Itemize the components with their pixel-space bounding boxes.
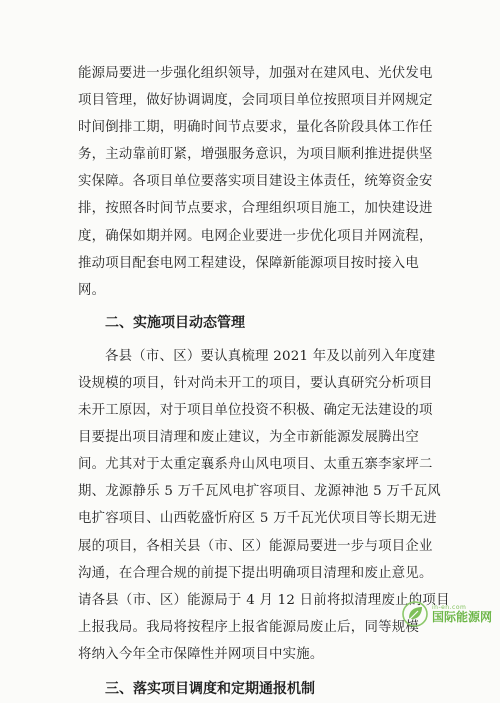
text-line: 网。 [78,282,106,298]
watermark-domain: in-en.com [431,604,467,611]
text-line: 能源局要进一步强化组织领导，加强对在建风电、光伏发电 [78,66,433,81]
text-line: 时间倒排工期，明确时间节点要求，量化各阶段具体工作任 [78,120,433,136]
text-line: 项目管理，做好协调调度，会同项目单位按照项目并网规定 [78,93,433,109]
text-line: 沟通，在合理合规的前提下提出明确项目清理和废止意见。 [78,565,433,581]
text-line: 请各县（市、区）能源局于 4 月 12 日前将拟清理废止的项目 [78,592,450,608]
text-line: 度，确保如期并网。电网企业要进一步优化项目并网流程， [78,228,433,244]
text-line: 各县（市、区）要认真梳理 2021 年及以前列入年度建 [105,348,436,364]
section-heading-3: 三、落实项目调度和定期通报机制 [105,680,315,697]
section-heading-2: 二、实施项目动态管理 [105,314,245,331]
text-line: 间。尤其对于太重定襄系舟山风电项目、太重五寨李家坪二 [78,457,433,473]
watermark-name: 国际能源网 [431,610,492,624]
text-line: 实保障。各项目单位要落实项目建设主体责任，统筹资金安 [78,174,433,190]
paragraph-1 [78,60,440,304]
watermark-logo [401,600,492,628]
text-line: 务，主动靠前盯紧，增强服务意识，为项目顺利推进提供坚 [78,147,433,163]
watermark-text [432,605,492,623]
text-line: 期、龙源静乐 5 万千瓦风电扩容项目、龙源神池 5 万千瓦风 [78,484,441,500]
text-line: 将纳入今年全市保障性并网项目中实施。 [78,646,324,662]
leaf-logo-icon [401,600,429,628]
text-line: 设规模的项目，针对尚未开工的项目，要认真研究分析项目 [78,375,433,391]
text-line: 上报我局。我局将按程序上报省能源局废止后，同等规模 [78,619,420,635]
text-line: 排，按照各时间节点要求，合理组织项目施工，加快建设进 [78,201,433,217]
text-line: 电扩容项目、山西乾盛忻府区 5 万千瓦光伏项目等长期无进 [78,511,437,527]
text-line: 推动项目配套电网工程建设，保障新能源项目按时接入电 [78,255,420,271]
text-line: 目要提出项目清理和废止建议，为全市新能源发展腾出空 [78,430,420,446]
text-line: 展的项目，各相关县（市、区）能源局要进一步与项目企业 [78,538,433,554]
text-line: 未开工原因，对于项目单位投资不积极、确定无法建设的项 [78,403,433,419]
